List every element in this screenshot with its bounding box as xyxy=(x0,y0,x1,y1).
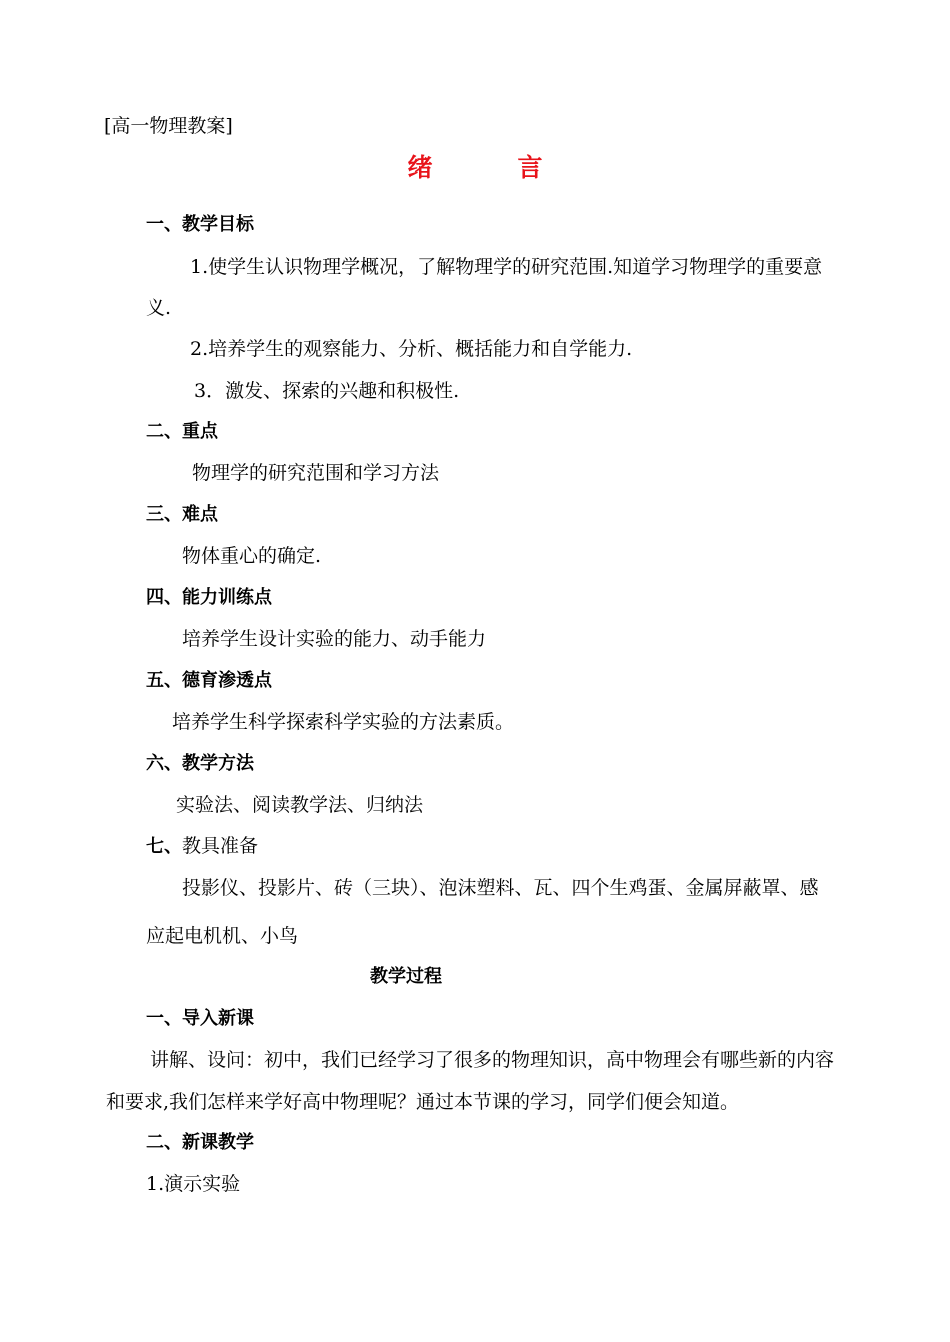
difficulty-heading: 三、难点 xyxy=(146,504,218,525)
tools-heading: 教具准备 xyxy=(182,835,259,857)
tools-line-2: 应起电机机、小鸟 xyxy=(146,925,299,947)
goal-3: 3．激发、探索的兴趣和积极性. xyxy=(194,380,460,402)
tools-heading-line xyxy=(146,834,258,859)
document-title: 绪 言 xyxy=(407,153,573,182)
demo-item: 1.演示实验 xyxy=(146,1173,241,1195)
ability-heading: 四、能力训练点 xyxy=(146,587,272,608)
document-tag: [高一物理教案] xyxy=(104,115,233,137)
key-text: 物理学的研究范围和学习方法 xyxy=(192,462,440,484)
tools-line-1: 投影仪、投影片、砖（三块）、泡沫塑料、瓦、四个生鸡蛋、金属屏蔽罩、感 xyxy=(182,877,819,899)
method-heading: 六、教学方法 xyxy=(146,753,254,774)
intro-line-1: 讲解、设问：初中，我们已经学习了很多的物理知识，高中物理会有哪些新的内容 xyxy=(150,1049,835,1071)
intro-heading: 一、导入新课 xyxy=(146,1008,254,1029)
new-lesson-heading: 二、新课教学 xyxy=(146,1132,254,1153)
tools-heading-prefix: 七、 xyxy=(146,836,182,857)
difficulty-text: 物体重心的确定. xyxy=(182,545,322,567)
key-heading: 二、重点 xyxy=(146,421,218,442)
goals-heading: 一、教学目标 xyxy=(146,214,254,235)
goal-1-line-1: 1.使学生认识物理学概况，了解物理学的研究范围.知道学习物理学的重要意 xyxy=(190,256,823,278)
method-text: 实验法、阅读教学法、归纳法 xyxy=(176,794,424,816)
process-heading: 教学过程 xyxy=(370,966,442,987)
intro-line-2: 和要求,我们怎样来学好高中物理呢？通过本节课的学习，同学们便会知道。 xyxy=(106,1091,740,1113)
goal-2: 2.培养学生的观察能力、分析、概括能力和自学能力. xyxy=(190,338,633,360)
moral-text: 培养学生科学探索科学实验的方法素质。 xyxy=(172,711,515,733)
ability-text: 培养学生设计实验的能力、动手能力 xyxy=(182,628,487,650)
moral-heading: 五、德育渗透点 xyxy=(146,670,272,691)
goal-1-line-2: 义. xyxy=(146,297,172,319)
